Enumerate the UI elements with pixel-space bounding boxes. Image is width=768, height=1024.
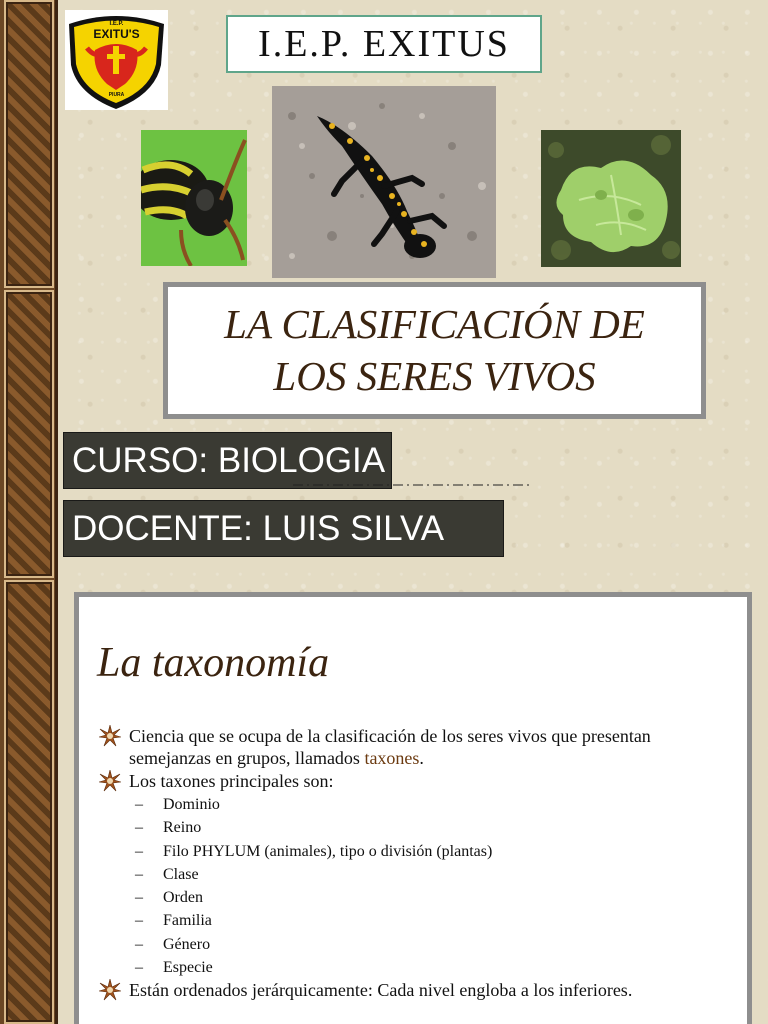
starburst-bullet-icon bbox=[99, 770, 121, 792]
school-title: I.E.P. EXITUS bbox=[226, 15, 542, 73]
side-border bbox=[0, 0, 58, 1024]
taxa-item bbox=[99, 886, 737, 909]
teacher-label: DOCENTE: LUIS SILVA bbox=[63, 500, 504, 557]
main-title bbox=[163, 282, 706, 419]
dash-icon: – bbox=[135, 842, 143, 860]
card-heading: La taxonomía bbox=[97, 640, 330, 686]
bullet-list bbox=[99, 725, 737, 1002]
border-tile bbox=[4, 0, 54, 288]
main-title-line2: LOS SERES VIVOS bbox=[273, 352, 596, 399]
taxa-label: Orden bbox=[163, 889, 203, 907]
taxa-list bbox=[99, 793, 737, 979]
dash-icon: – bbox=[135, 959, 143, 977]
bullet-text bbox=[129, 725, 737, 769]
taxonomy-card bbox=[74, 592, 752, 1024]
bullet-text: Están ordenados jerárquicamente: Cada nivel engloba a los inferiores. bbox=[129, 980, 633, 1001]
dash-icon: – bbox=[135, 935, 143, 953]
dash-icon: – bbox=[135, 865, 143, 883]
bullet-item bbox=[99, 770, 737, 792]
taxa-item bbox=[99, 793, 737, 816]
logo-top-text: I.E.P. bbox=[109, 21, 124, 27]
taxa-label: Género bbox=[163, 935, 211, 953]
taxa-item bbox=[99, 816, 737, 839]
taxa-item bbox=[99, 933, 737, 956]
taxa-label: Especie bbox=[163, 959, 213, 977]
starburst-bullet-icon bbox=[99, 979, 121, 1001]
wasp-photo bbox=[141, 130, 247, 266]
taxa-item bbox=[99, 956, 737, 979]
school-logo bbox=[65, 10, 168, 110]
logo-bottom-text: PIURA bbox=[108, 92, 125, 98]
main-title-line1: LA CLASIFICACIÓN DE bbox=[224, 301, 645, 348]
logo-name: EXITU'S bbox=[93, 27, 140, 41]
dash-icon: – bbox=[135, 889, 143, 907]
dash-icon: – bbox=[135, 819, 143, 837]
bullet-item bbox=[99, 979, 737, 1001]
taxa-label: Dominio bbox=[163, 796, 220, 813]
taxa-item bbox=[99, 840, 737, 863]
taxa-item bbox=[99, 909, 737, 932]
taxa-label: Familia bbox=[163, 912, 212, 930]
taxa-item bbox=[99, 863, 737, 886]
starburst-bullet-icon bbox=[99, 725, 121, 747]
bullet-text: Los taxones principales son: bbox=[129, 771, 334, 791]
taxones-highlight: taxones bbox=[364, 748, 420, 768]
taxa-label: Clase bbox=[163, 865, 199, 883]
bullet1-end: . bbox=[419, 748, 424, 768]
border-tile bbox=[4, 580, 54, 1024]
liverwort-photo bbox=[541, 130, 681, 267]
dashed-divider bbox=[293, 483, 533, 487]
border-tile bbox=[4, 290, 54, 578]
course-label: CURSO: BIOLOGIA bbox=[63, 432, 392, 489]
taxa-label: Reino bbox=[163, 819, 202, 837]
bullet1-text: Ciencia que se ocupa de la clasificación de los seres vivos que presentan semejanzas en grupos, llamados bbox=[129, 726, 651, 768]
taxa-label: Filo PHYLUM (animales), tipo o división (plantas) bbox=[163, 842, 493, 860]
salamander-photo bbox=[272, 86, 496, 278]
dash-icon: – bbox=[135, 912, 143, 930]
dash-icon: – bbox=[135, 796, 143, 813]
bullet-item bbox=[99, 725, 737, 769]
